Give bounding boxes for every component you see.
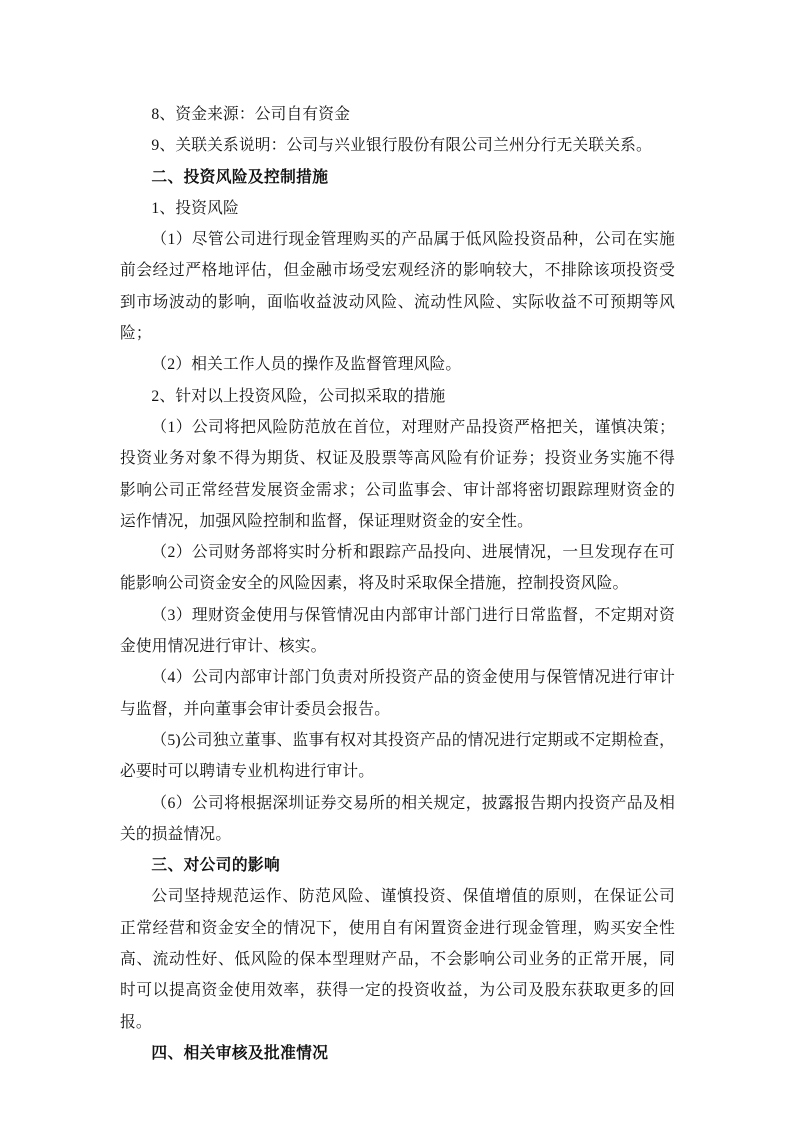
section-heading-review-and-approval: 四、相关审核及批准情况 [151,1044,329,1062]
paragraph-impact-body: 公司坚持规范运作、防范风险、谨慎投资、保值增值的原则，在保证公司正常经营和资金安全的情况下，使用自有闲置资金进行现金管理，购买安全性高、流动性好、低风险的保本型理财产品，不会影响公司业务的正常开展，同时可以提高资金使用效率，获得一定的投资收益，为公司及股东获取更多的回报。 [120,888,675,1031]
paragraph-related-party-note: 9、关联关系说明：公司与兴业银行股份有限公司兰州分行无关联关系。 [151,137,652,155]
paragraph-funding-source: 8、资金来源：公司自有资金 [151,106,351,123]
paragraph-measure-6: （6）公司将根据深圳证券交易所的相关规定，披露报告期内投资产品及相关的损益情况。 [120,794,675,843]
paragraph-measure-5: （5)公司独立董事、监事有权对其投资产品的情况进行定期或不定期检查，必要时可以聘请专业机构进行审计。 [120,731,675,781]
paragraph-measure-1: （1）公司将把风险防范放在首位，对理财产品投资严格把关，谨慎决策；投资业务对象不得为期货、权证及股票等高风险有价证券；投资业务实施不得影响公司正常经营发展资金需求；公司监事会、审计部将密切跟踪理财资金的运作情况，加强风险控制和监督，保证理财资金的安全性。 [120,418,675,530]
paragraph-risk-item-2: （2）相关工作人员的操作及监督管理风险。 [151,356,462,374]
subheading-investment-risk: 1、投资风险 [151,199,239,217]
section-heading-impact-on-company: 三、对公司的影响 [151,857,281,875]
section-heading-risk-and-controls: 二、投资风险及控制措施 [151,168,329,186]
paragraph-measure-4: （4）公司内部审计部门负责对所投资产品的资金使用与保管情况进行审计与监督，并向董事会审计委员会报告。 [120,669,675,718]
paragraph-measure-2: （2）公司财务部将实时分析和跟踪产品投向、进展情况，一旦发现存在可能影响公司资金安全的风险因素，将及时采取保全措施，控制投资风险。 [120,544,675,593]
paragraph-risk-item-1: （1）尽管公司进行现金管理购买的产品属于低风险投资品种，公司在实施前会经过严格地评估，但金融市场受宏观经济的影响较大，不排除该项投资受到市场波动的影响，面临收益波动风险、流动性风险、实际收益不可预期等风险； [120,231,675,343]
paragraph-measure-3: （3）理财资金使用与保管情况由内部审计部门进行日常监督，不定期对资金使用情况进行审计、核实。 [120,606,675,656]
subheading-measures: 2、针对以上投资风险，公司拟采取的措施 [151,387,446,405]
